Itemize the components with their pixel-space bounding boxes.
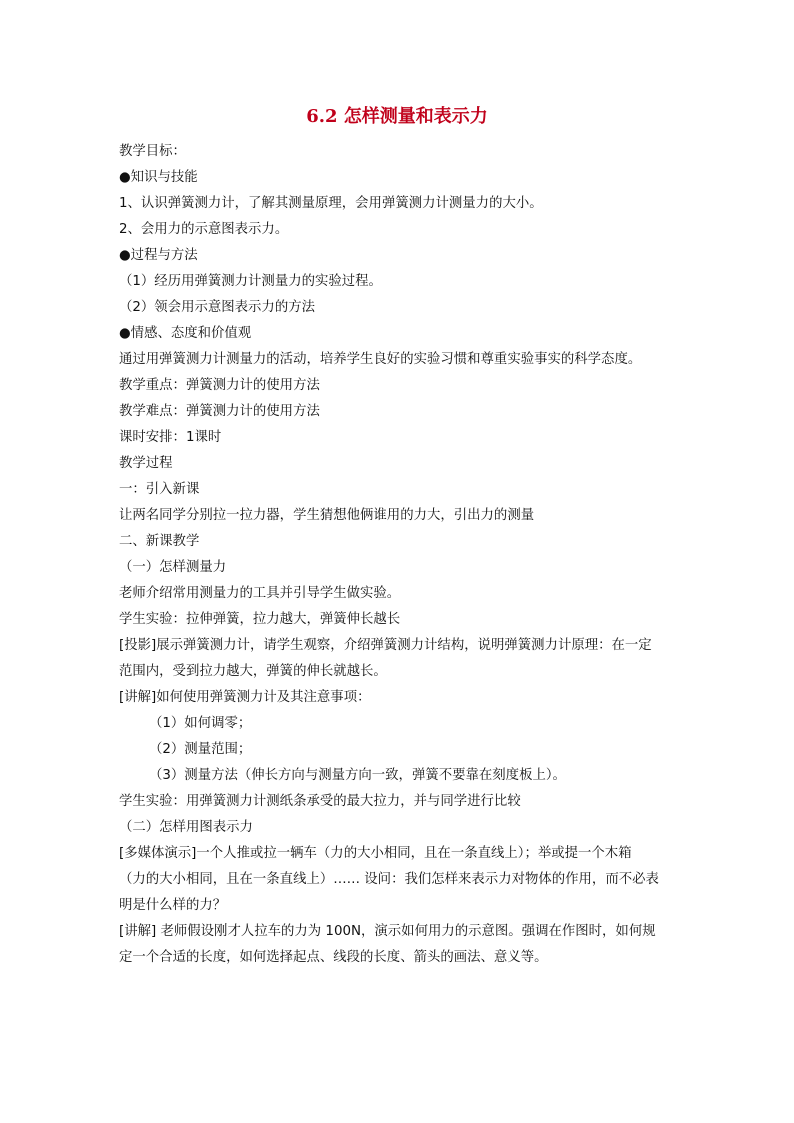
- text-line: [多媒体演示]一个人推或拉一辆车（力的大小相同，且在一条直线上）；举或提一个木箱: [119, 846, 632, 861]
- document-title: 6.2 怎样测量和表示力: [306, 106, 488, 127]
- text-line: 教学重点：弹簧测力计的使用方法: [119, 378, 320, 393]
- text-line: 明是什么样的力？: [119, 898, 227, 913]
- text-line: 教学难点：弹簧测力计的使用方法: [119, 404, 320, 419]
- text-line: （1）经历用弹簧测力计测量力的实验过程。: [119, 274, 382, 289]
- text-line: 二、新课教学: [119, 534, 200, 549]
- text-line: （2）测量范围；: [149, 742, 252, 757]
- text-line: 2、会用力的示意图表示力。: [119, 222, 289, 237]
- text-line: 教学过程: [119, 456, 173, 471]
- text-line: （1）如何调零；: [149, 716, 252, 731]
- text-line: 课时安排：1课时: [119, 430, 222, 445]
- text-line: 范围内，受到拉力越大，弹簧的伸长就越长。: [119, 664, 387, 679]
- text-line: [讲解] 老师假设刚才人拉车的力为 100N，演示如何用力的示意图。强调在作图时，如何规: [119, 924, 656, 939]
- text-line: 老师介绍常用测量力的工具并引导学生做实验。: [119, 586, 401, 601]
- text-line: 1、认识弹簧测力计，了解其测量原理，会用弹簧测力计测量力的大小。: [119, 196, 543, 211]
- text-line: （二）怎样用图表示力: [119, 820, 253, 835]
- text-line: ●过程与方法: [119, 248, 198, 263]
- text-line: （一）怎样测量力: [119, 560, 227, 575]
- text-line: 一：引入新课: [119, 482, 200, 497]
- text-line: （力的大小相同，且在一条直线上）…… 设问：我们怎样来表示力对物体的作用，而不必表: [119, 872, 659, 887]
- text-line: 学生实验：用弹簧测力计测纸条承受的最大拉力，并与同学进行比较: [119, 794, 521, 809]
- text-line: ●知识与技能: [119, 170, 198, 185]
- document-body: [119, 139, 681, 971]
- text-line: 让两名同学分别拉一拉力器，学生猜想他俩谁用的力大，引出力的测量: [119, 508, 535, 523]
- text-line: 教学目标：: [119, 144, 186, 159]
- text-line: [讲解]如何使用弹簧测力计及其注意事项：: [119, 690, 371, 705]
- text-line: 定一个合适的长度，如何选择起点、线段的长度、箭头的画法、意义等。: [119, 950, 548, 965]
- text-line: ●情感、态度和价值观: [119, 326, 252, 341]
- text-line: [投影]展示弹簧测力计，请学生观察，介绍弹簧测力计结构，说明弹簧测力计原理：在一定: [119, 638, 652, 653]
- text-line: （2）领会用示意图表示力的方法: [119, 300, 315, 315]
- text-line: （3）测量方法（伸长方向与测量方向一致，弹簧不要靠在刻度板上）。: [149, 768, 566, 783]
- text-line: 通过用弹簧测力计测量力的活动，培养学生良好的实验习惯和尊重实验事实的科学态度。: [119, 352, 642, 367]
- text-line: 学生实验：拉伸弹簧，拉力越大，弹簧伸长越长: [119, 612, 401, 627]
